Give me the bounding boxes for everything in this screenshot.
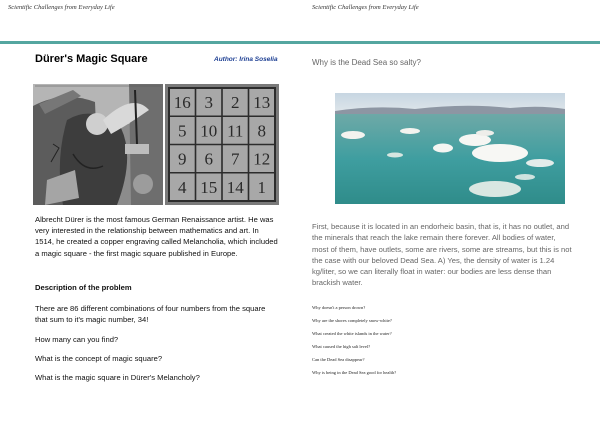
magic-square-number: 4 [178,177,187,197]
problem-heading: Description of the problem [35,283,132,292]
intro-paragraph: Albrecht Dürer is the most famous German Renaissance artist. He was very interested in the relationship between mathematics and art. In 1514, he created a copper engraving called Melancholia, which included a magic square - the first magic square published in Europe. [35,215,278,258]
dead-sea-question: What caused the high salt level? [312,344,371,349]
magic-square-number: 15 [200,177,218,197]
left-running-header: Scientific Challenges from Everyday Life [8,4,115,11]
dead-sea-question: Why doesn't a person drown? [312,305,366,310]
dead-sea-question: Why is being in the Dead Sea good for health? [312,370,397,375]
magic-square-grid [165,84,279,205]
magic-square-number: 3 [204,93,213,113]
magic-square-number: 6 [204,149,213,169]
magic-square-number: 7 [231,149,240,169]
magic-square-number: 8 [257,121,266,141]
magic-square-number: 10 [200,121,218,141]
magic-square-number: 5 [178,121,187,141]
header-divider [0,41,600,44]
melencolia-engraving-image [33,84,163,205]
dead-sea-question: Why are the shores completely snow-white? [312,318,392,323]
magic-square-number: 12 [253,149,271,169]
question-item: What is the concept of magic square? [35,354,163,363]
magic-square-number: 13 [253,93,271,113]
question-item: What is the magic square in Dürer's Melancholy? [35,373,200,382]
dead-sea-question: What created the white islands in the water? [312,331,392,336]
right-page-title: Why is the Dead Sea so salty? [312,58,421,67]
author-credit: Author: Irina Soselia [214,56,278,63]
magic-square-number: 1 [257,177,266,197]
magic-square-number: 11 [227,121,244,141]
magic-square-number: 9 [178,149,187,169]
magic-square-number: 14 [226,177,244,197]
right-running-header: Scientific Challenges from Everyday Life [312,4,419,11]
dead-sea-answer: First, because it is located in an endorheic basin, that is, it has no outlet, and the minerals that reach the lake remain there forever. All bodies of water, most of them, have outlets, some are rivers, some are streams, but this is not the case with our beloved Dead Sea. A) Yes, the density of water is 1.24 kg/liter, so we can literally float in water: our bodies are less dense than brackish water. [312,222,572,288]
dead-sea-photo [335,93,565,204]
question-item: How many can you find? [35,335,119,344]
left-page-title: Dürer's Magic Square [35,53,148,65]
dead-sea-question: Can the Dead Sea disappear? [312,357,365,362]
problem-description: There are 86 different combinations of four numbers from the square that sum to it's magic number, 34! [35,304,266,325]
magic-square-number: 2 [231,93,240,113]
magic-square-number: 16 [173,93,191,113]
magic-square-image [165,84,279,205]
